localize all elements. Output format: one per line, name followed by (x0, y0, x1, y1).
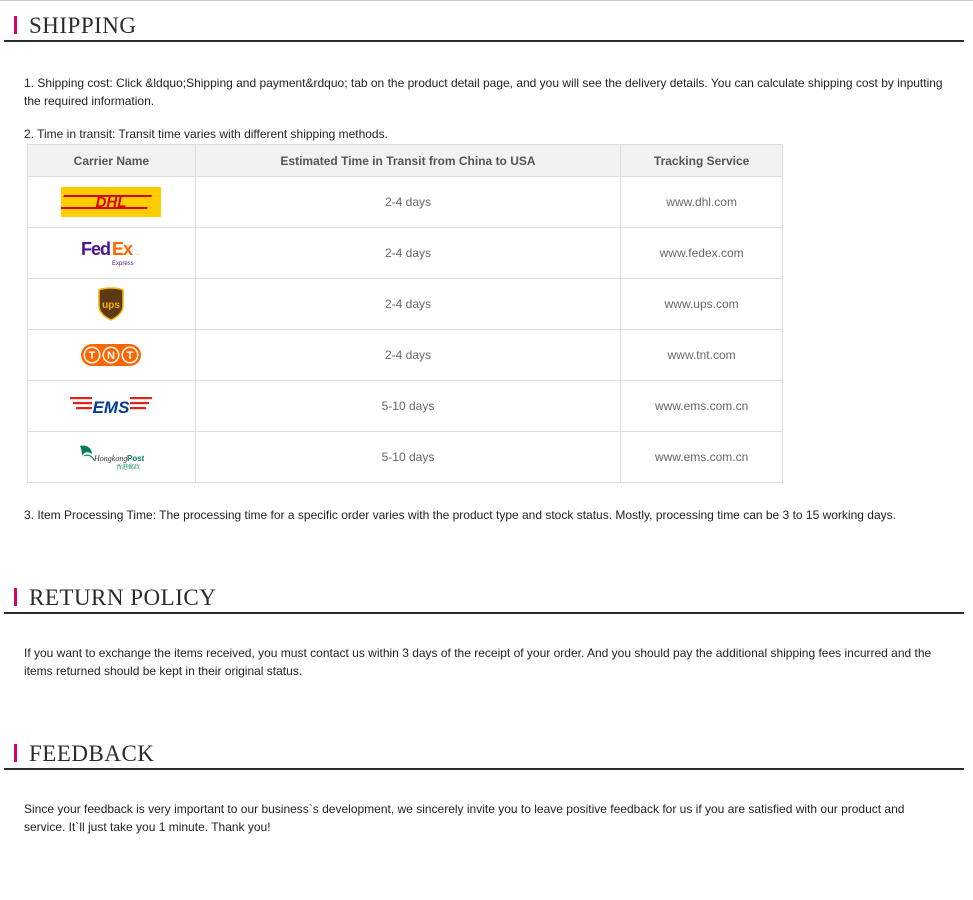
section-accent-bar (14, 16, 17, 34)
tracking-cell: www.tnt.com (621, 330, 783, 381)
tracking-cell: www.fedex.com (621, 228, 783, 279)
return-policy-section (4, 578, 964, 614)
svg-text:Fed: Fed (81, 239, 111, 259)
transit-time-cell: 2-4 days (195, 279, 621, 330)
svg-text:T: T (88, 350, 96, 362)
feedback-text: Since your feedback is very important to our business`s development, we sincerely invite you to leave positive feedback for us if you are satisfied with our product and service. It`ll just take you 1 minute. Thank you! (24, 802, 905, 834)
tracking-cell: www.dhl.com (621, 177, 783, 228)
svg-text:T: T (126, 350, 134, 362)
hongkong-post-logo (78, 442, 144, 472)
carrier-cell (28, 177, 196, 228)
svg-text:Express: Express (112, 261, 135, 267)
feedback-header (4, 734, 964, 770)
processing-time-text: 3. Item Processing Time: The processing time for a specific order varies with the product type and stock status. Mostly, processing time can be 3 to 15 working days. (24, 508, 896, 522)
table-header-row (28, 145, 783, 177)
transit-time-cell: 2-4 days (195, 330, 621, 381)
svg-text:N: N (107, 350, 116, 362)
dhl-logo (61, 187, 161, 217)
header-carrier-name: Carrier Name (28, 145, 196, 177)
return-policy-header (4, 578, 964, 614)
svg-text:香港郵政: 香港郵政 (116, 464, 141, 471)
top-border (0, 0, 973, 1)
carrier-cell (28, 279, 196, 330)
section-accent-bar (14, 588, 17, 606)
svg-text:EMS: EMS (92, 398, 130, 417)
tnt-logo (80, 343, 142, 367)
table-row (28, 381, 783, 432)
section-accent-bar (14, 744, 17, 762)
svg-text:DHL: DHL (95, 194, 127, 211)
ems-logo (68, 394, 154, 418)
svg-text:Ex: Ex (112, 239, 133, 259)
tracking-cell: www.ups.com (621, 279, 783, 330)
shipping-cost-text: 1. Shipping cost: Click &ldquo;Shipping and payment&rdquo; tab on the product detail page, and you will see the delivery details. You can calculate shipping cost by inputting the required information. (24, 76, 943, 108)
carrier-cell (28, 330, 196, 381)
shipping-title: SHIPPING (29, 13, 137, 38)
feedback-title: FEEDBACK (29, 741, 155, 766)
shipping-section (4, 6, 964, 42)
svg-text:.: . (137, 248, 140, 257)
svg-text:Hongkong: Hongkong (94, 454, 128, 463)
carrier-cell (28, 381, 196, 432)
transit-time-cell: 5-10 days (195, 432, 621, 483)
fedex-logo (79, 238, 143, 268)
ups-logo (97, 287, 125, 321)
table-row (28, 228, 783, 279)
transit-time-cell: 2-4 days (195, 177, 621, 228)
transit-time-text: 2. Time in transit: Transit time varies with different shipping methods. (24, 127, 388, 141)
carrier-cell (28, 228, 196, 279)
tracking-cell: www.ems.com.cn (621, 381, 783, 432)
svg-text:ups: ups (102, 300, 121, 311)
shipping-table (27, 144, 783, 483)
shipping-header (4, 6, 964, 42)
tracking-cell: www.ems.com.cn (621, 432, 783, 483)
transit-time-cell: 2-4 days (195, 228, 621, 279)
header-tracking-service: Tracking Service (621, 145, 783, 177)
table-row (28, 330, 783, 381)
return-policy-title: RETURN POLICY (29, 585, 217, 610)
table-row (28, 279, 783, 330)
table-row (28, 177, 783, 228)
feedback-section (4, 734, 964, 770)
header-transit-time: Estimated Time in Transit from China to USA (195, 145, 621, 177)
carrier-cell (28, 432, 196, 483)
transit-time-cell: 5-10 days (195, 381, 621, 432)
return-policy-text: If you want to exchange the items received, you must contact us within 3 days of the receipt of your order. And you should pay the additional shipping fees incurred and the items returned should be kept in their original status. (24, 646, 932, 678)
table-row (28, 432, 783, 483)
svg-text:Post: Post (127, 454, 145, 463)
